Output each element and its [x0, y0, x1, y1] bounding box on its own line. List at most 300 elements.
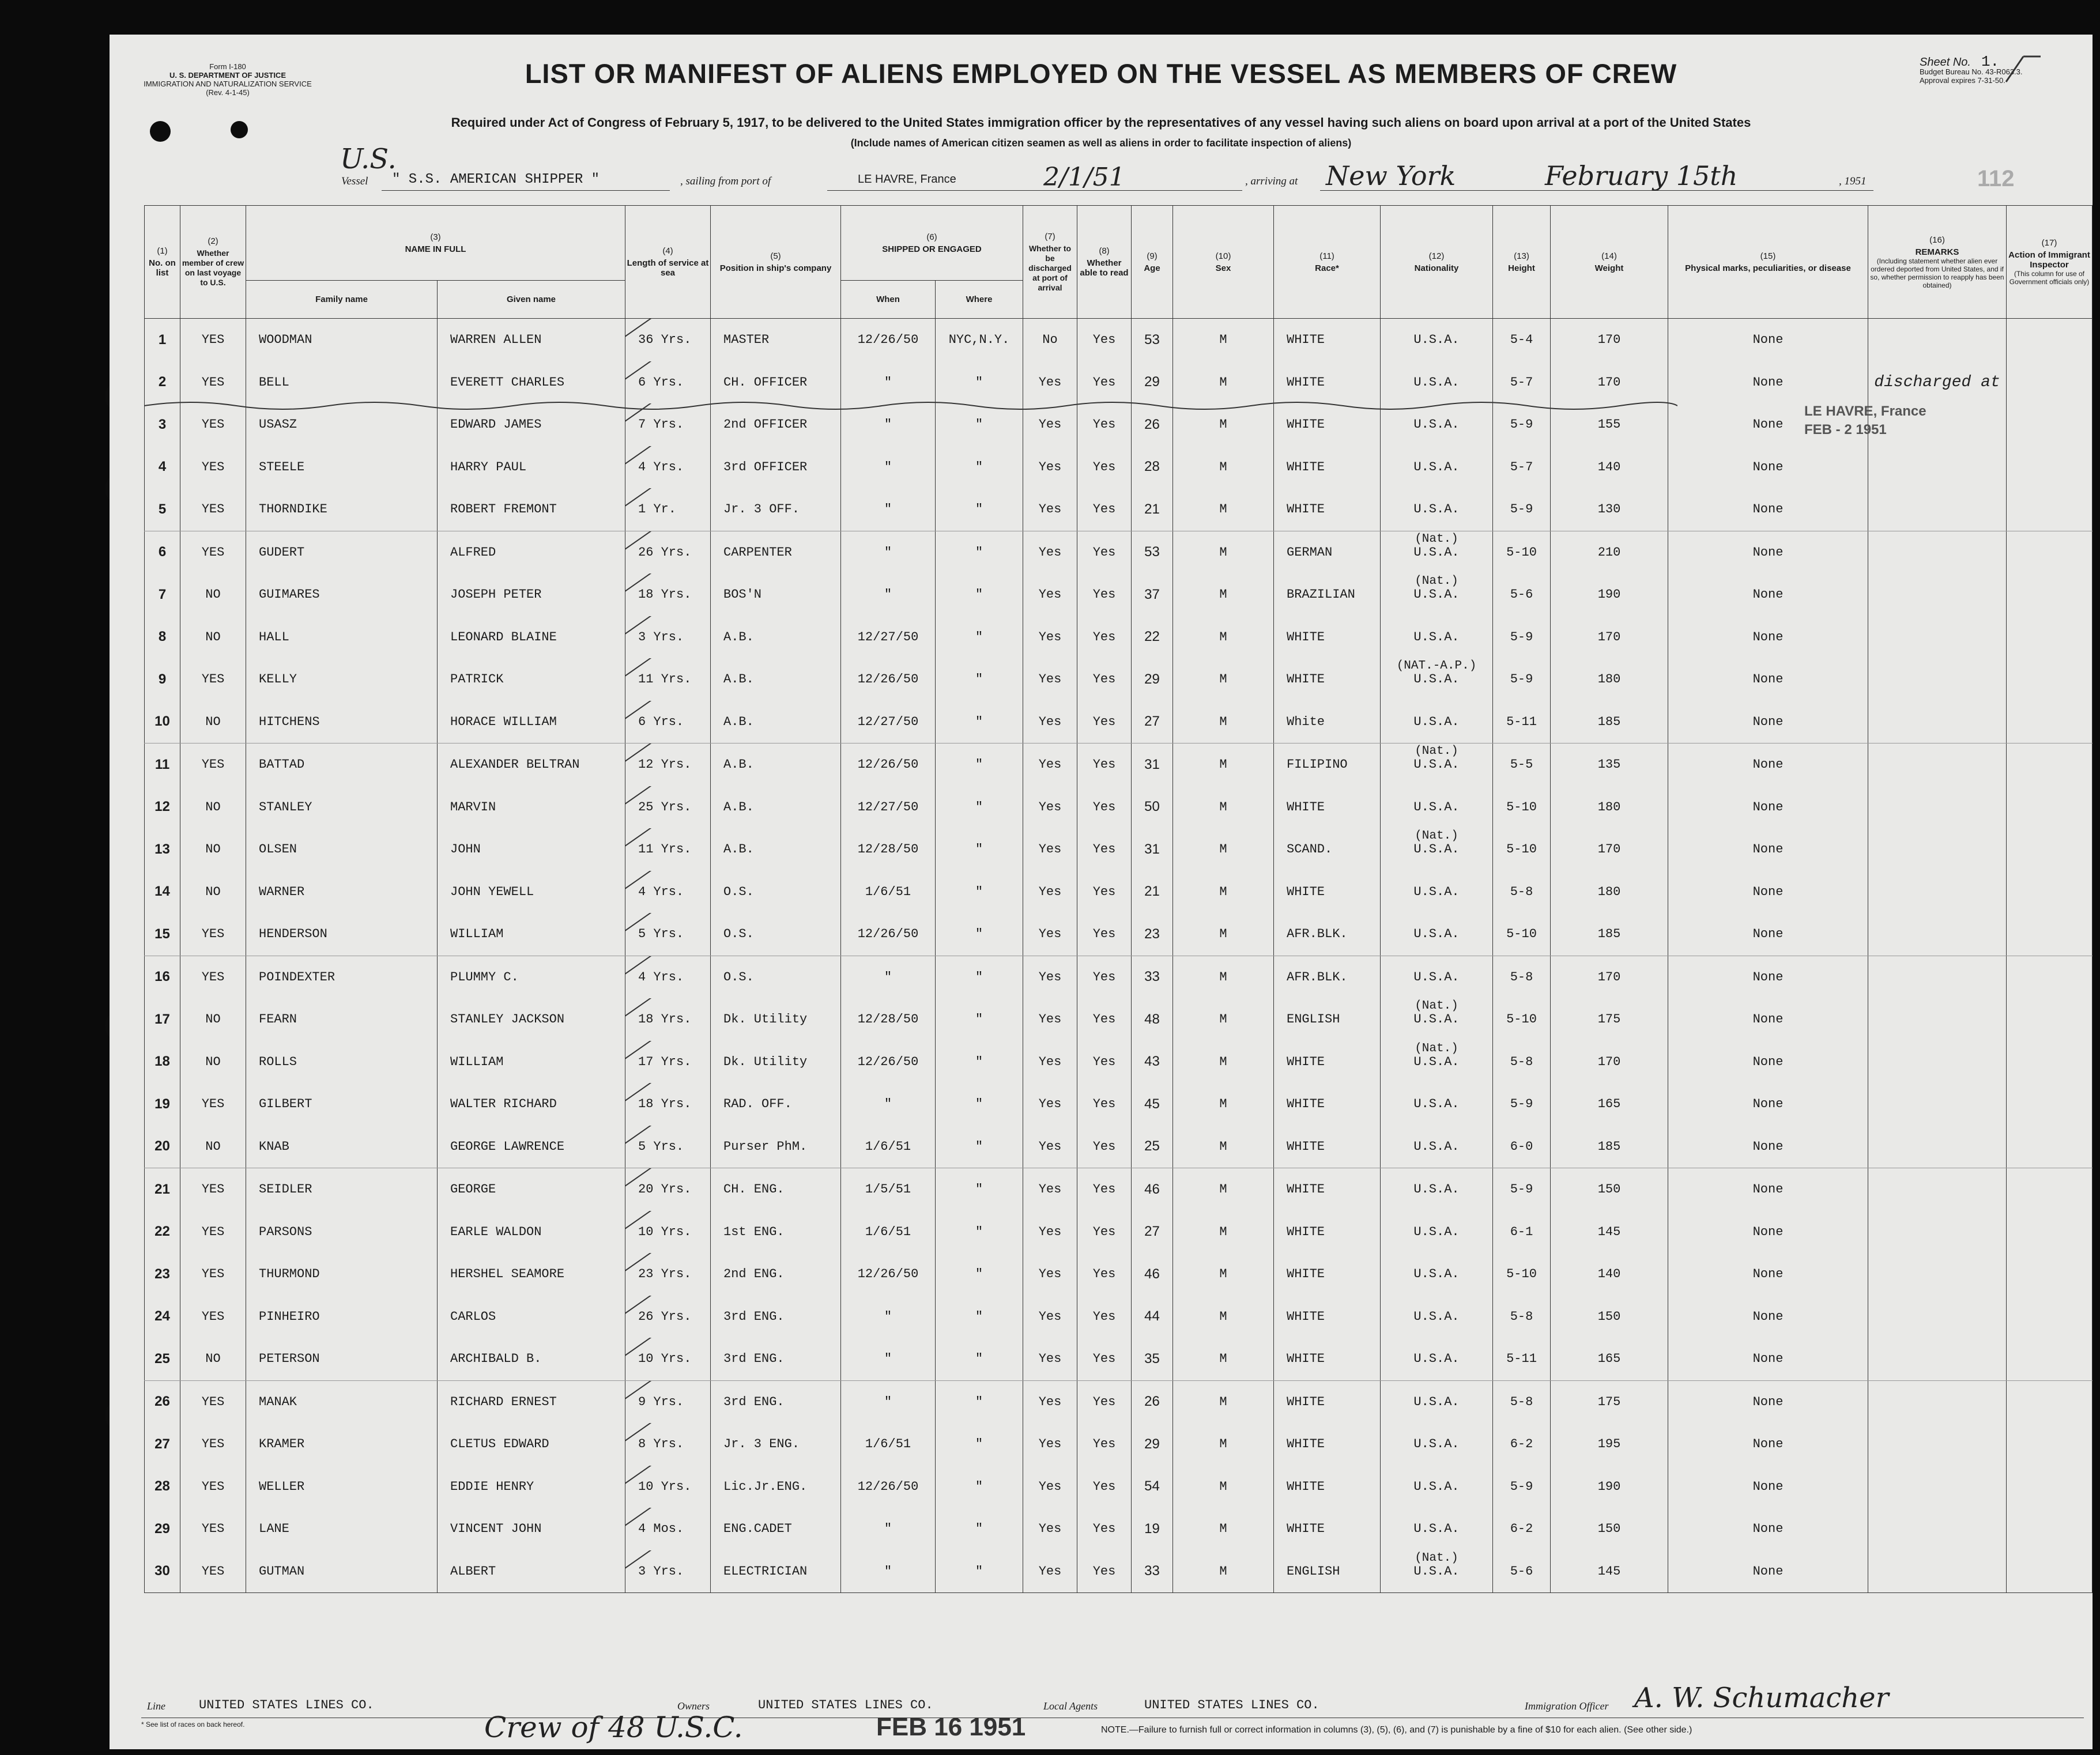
weight-cell: 185 [1551, 913, 1668, 956]
age-cell: 46 [1132, 1168, 1173, 1211]
last-voyage-cell: YES [180, 1380, 246, 1423]
requirement-text: Required under Act of Congress of February 5, 1917, to be delivered to the United States immigration officer by the representatives of any vessel having such aliens on board upon arrival at a port of the United States [451, 115, 1751, 130]
age-cell: 35 [1132, 1338, 1173, 1380]
position-cell: 1st ENG. [711, 1211, 841, 1254]
remarks-cell [1868, 446, 2007, 489]
shipped-when-cell: 12/26/50 [841, 1041, 936, 1084]
sheet-check-mark [2000, 52, 2046, 86]
inspector-action-cell [2007, 1168, 2093, 1211]
last-voyage-cell: YES [180, 1296, 246, 1338]
discharged-cell: Yes [1023, 1550, 1077, 1593]
nationality-cell [1381, 361, 1493, 404]
tally-slash-mark [625, 786, 653, 805]
given-name-cell: EVERETT CHARLES [438, 361, 625, 404]
physical-marks-cell: None [1668, 1423, 1868, 1466]
service-length-cell: 12 Yrs. [625, 743, 711, 786]
naturalized-note: (NAT.-A.P.) [1396, 659, 1477, 673]
can-read-cell: Yes [1077, 1253, 1132, 1296]
nationality-value: U.S.A. [1413, 884, 1460, 899]
age-cell: 21 [1132, 871, 1173, 914]
physical-marks-cell: None [1668, 1296, 1868, 1338]
shipped-when-cell: " [841, 361, 936, 404]
shipped-when-cell: " [841, 956, 936, 998]
table-row [145, 1211, 2093, 1254]
can-read-cell: Yes [1077, 1296, 1132, 1338]
height-cell: 5-6 [1493, 1550, 1551, 1593]
family-name-cell: GUTMAN [246, 1550, 438, 1593]
family-name-cell: WOODMAN [246, 319, 438, 361]
position-cell: A.B. [711, 616, 841, 659]
given-name-cell: ARCHIBALD B. [438, 1338, 625, 1380]
tally-slash-mark [625, 1466, 653, 1485]
inspector-action-cell [2007, 871, 2093, 914]
table-row [145, 573, 2093, 616]
given-name-cell: HARRY PAUL [438, 446, 625, 489]
last-voyage-cell: YES [180, 1211, 246, 1254]
remarks-cell [1868, 1296, 2007, 1338]
service-length-cell: 11 Yrs. [625, 658, 711, 701]
inspector-action-cell [2007, 1253, 2093, 1296]
last-voyage-cell: YES [180, 956, 246, 998]
last-voyage-cell: YES [180, 1508, 246, 1550]
nationality-cell [1381, 658, 1493, 701]
shipped-where-cell: " [936, 403, 1023, 446]
shipped-where-cell: " [936, 1211, 1023, 1254]
inspector-action-cell [2007, 1126, 2093, 1168]
col-5-header: (5) Position in ship's company [711, 206, 841, 319]
last-voyage-cell: YES [180, 1466, 246, 1508]
service-length-cell: 4 Yrs. [625, 871, 711, 914]
budget-bureau-line: Budget Bureau No. 43-R063.3. [1920, 67, 2023, 76]
weight-cell: 140 [1551, 1253, 1668, 1296]
shipped-where-cell: " [936, 1126, 1023, 1168]
can-read-cell: Yes [1077, 913, 1132, 956]
footer-agents-line [141, 1682, 2084, 1718]
table-row [145, 1253, 2093, 1296]
physical-marks-cell: None [1668, 1338, 1868, 1380]
naturalized-note: (Nat.) [1415, 745, 1458, 758]
race-cell: AFR.BLK. [1274, 913, 1381, 956]
col-1-header: (1) No. on list [145, 206, 180, 319]
physical-marks-cell: None [1668, 701, 1868, 743]
discharged-cell: Yes [1023, 488, 1077, 531]
inspector-action-cell [2007, 786, 2093, 829]
position-cell: 3rd ENG. [711, 1380, 841, 1423]
shipped-when-cell: 12/26/50 [841, 743, 936, 786]
nationality-cell [1381, 828, 1493, 871]
family-name-cell: OLSEN [246, 828, 438, 871]
position-cell: Jr. 3 ENG. [711, 1423, 841, 1466]
height-cell: 6-2 [1493, 1508, 1551, 1550]
inspector-action-cell [2007, 361, 2093, 404]
sex-cell: M [1173, 1423, 1274, 1466]
age-cell: 26 [1132, 403, 1173, 446]
department-name: U. S. DEPARTMENT OF JUSTICE [169, 71, 286, 80]
position-cell: Dk. Utility [711, 1041, 841, 1084]
remarks-cell [1868, 1041, 2007, 1084]
sex-cell: M [1173, 828, 1274, 871]
given-name-cell: PLUMMY C. [438, 956, 625, 998]
physical-marks-cell: None [1668, 786, 1868, 829]
shipped-where-cell: " [936, 1380, 1023, 1423]
family-name-cell: KNAB [246, 1126, 438, 1168]
sheet-label: Sheet No. [1920, 56, 1971, 69]
row-number: 13 [145, 828, 180, 871]
family-name-cell: ROLLS [246, 1041, 438, 1084]
weight-cell: 195 [1551, 1423, 1668, 1466]
physical-marks-cell: None [1668, 871, 1868, 914]
service-name: IMMIGRATION AND NATURALIZATION SERVICE [144, 80, 312, 88]
sex-cell: M [1173, 786, 1274, 829]
height-cell: 5-8 [1493, 1296, 1551, 1338]
sex-cell: M [1173, 913, 1274, 956]
discharged-cell: Yes [1023, 531, 1077, 573]
nationality-value: U.S.A. [1413, 1054, 1460, 1069]
height-cell: 5-8 [1493, 1380, 1551, 1423]
physical-marks-cell: None [1668, 531, 1868, 573]
given-name-cell: EDWARD JAMES [438, 403, 625, 446]
family-name-cell: THURMOND [246, 1253, 438, 1296]
row-number: 3 [145, 403, 180, 446]
age-cell: 25 [1132, 1126, 1173, 1168]
weight-cell: 190 [1551, 573, 1668, 616]
remarks-cell [1868, 1168, 2007, 1211]
weight-cell: 145 [1551, 1550, 1668, 1593]
race-cell: WHITE [1274, 403, 1381, 446]
age-cell: 28 [1132, 446, 1173, 489]
shipped-when-cell: " [841, 1296, 936, 1338]
line-value: UNITED STATES LINES CO. [199, 1698, 374, 1712]
table-row [145, 998, 2093, 1041]
col-13-header: (13) Height [1493, 206, 1551, 319]
row-number: 19 [145, 1083, 180, 1126]
tally-slash-mark [625, 1550, 653, 1569]
can-read-cell: Yes [1077, 828, 1132, 871]
weight-cell: 170 [1551, 828, 1668, 871]
nationality-cell [1381, 1338, 1493, 1380]
height-cell: 6-0 [1493, 1126, 1551, 1168]
shipped-where-cell: " [936, 828, 1023, 871]
given-name-cell: ALEXANDER BELTRAN [438, 743, 625, 786]
tally-slash-mark [625, 956, 653, 975]
position-cell: O.S. [711, 956, 841, 998]
shipped-where-cell: " [936, 531, 1023, 573]
row-number: 12 [145, 786, 180, 829]
inspector-action-cell [2007, 446, 2093, 489]
col-9-header: (9) Age [1132, 206, 1173, 319]
inspector-action-cell [2007, 1211, 2093, 1254]
given-name-cell: ALFRED [438, 531, 625, 573]
remarks-cell [1868, 701, 2007, 743]
remarks-cell [1868, 488, 2007, 531]
nationality-value: U.S.A. [1413, 1224, 1460, 1239]
last-voyage-cell: YES [180, 488, 246, 531]
inspector-action-cell [2007, 743, 2093, 786]
col-6-header: (6) SHIPPED OR ENGAGED [841, 206, 1023, 281]
race-cell: BRAZILIAN [1274, 573, 1381, 616]
race-cell: WHITE [1274, 319, 1381, 361]
race-cell: AFR.BLK. [1274, 956, 1381, 998]
row-number: 14 [145, 871, 180, 914]
sex-cell: M [1173, 531, 1274, 573]
can-read-cell: Yes [1077, 743, 1132, 786]
table-row [145, 1423, 2093, 1466]
race-cell: WHITE [1274, 361, 1381, 404]
inspector-action-cell [2007, 531, 2093, 573]
discharged-cell: Yes [1023, 658, 1077, 701]
age-cell: 46 [1132, 1253, 1173, 1296]
family-name-cell: THORNDIKE [246, 488, 438, 531]
service-length-cell: 10 Yrs. [625, 1211, 711, 1254]
sex-cell: M [1173, 319, 1274, 361]
nationality-cell [1381, 319, 1493, 361]
vessel-label: Vessel [341, 175, 368, 187]
sex-cell: M [1173, 1083, 1274, 1126]
row-number: 7 [145, 573, 180, 616]
age-cell: 29 [1132, 1423, 1173, 1466]
tally-slash-mark [625, 616, 653, 635]
nationality-value: U.S.A. [1413, 1182, 1460, 1197]
given-name-cell: EARLE WALDON [438, 1211, 625, 1254]
physical-marks-cell: None [1668, 1253, 1868, 1296]
sex-cell: M [1173, 658, 1274, 701]
nationality-cell [1381, 956, 1493, 998]
height-cell: 6-1 [1493, 1211, 1551, 1254]
nationality-cell [1381, 701, 1493, 743]
discharged-cell: Yes [1023, 786, 1077, 829]
handwritten-us: U.S. [340, 143, 397, 175]
given-name-cell: ROBERT FREMONT [438, 488, 625, 531]
given-name-cell: VINCENT JOHN [438, 1508, 625, 1550]
weight-cell: 185 [1551, 1126, 1668, 1168]
form-number: Form I-180 [209, 62, 246, 71]
include-note: (Include names of American citizen seamen as well as aliens in order to facilitate inspection of aliens) [850, 137, 1352, 149]
given-name-cell: MARVIN [438, 786, 625, 829]
nationality-cell [1381, 786, 1493, 829]
tally-slash-mark [625, 1126, 653, 1145]
sex-cell: M [1173, 1466, 1274, 1508]
family-name-cell: USASZ [246, 403, 438, 446]
race-cell: WHITE [1274, 446, 1381, 489]
vessel-name: " S.S. AMERICAN SHIPPER " [392, 172, 600, 187]
can-read-cell: Yes [1077, 1126, 1132, 1168]
height-cell: 5-11 [1493, 701, 1551, 743]
weight-cell: 185 [1551, 701, 1668, 743]
service-length-cell: 1 Yr. [625, 488, 711, 531]
nationality-value: U.S.A. [1413, 714, 1460, 729]
nationality-value: U.S.A. [1413, 757, 1460, 772]
row-number: 26 [145, 1380, 180, 1423]
last-voyage-cell: NO [180, 701, 246, 743]
remarks-cell [1868, 1550, 2007, 1593]
age-cell: 50 [1132, 786, 1173, 829]
shipped-where-cell: NYC,N.Y. [936, 319, 1023, 361]
row-number: 18 [145, 1041, 180, 1084]
nationality-value: U.S.A. [1413, 672, 1460, 687]
family-name-cell: POINDEXTER [246, 956, 438, 998]
nationality-value: U.S.A. [1413, 545, 1460, 560]
family-name-cell: LANE [246, 1508, 438, 1550]
age-cell: 43 [1132, 1041, 1173, 1084]
shipped-when-cell: 12/27/50 [841, 701, 936, 743]
physical-marks-cell: None [1668, 1380, 1868, 1423]
given-name-cell: WALTER RICHARD [438, 1083, 625, 1126]
given-name-cell: LEONARD BLAINE [438, 616, 625, 659]
sailing-label: , sailing from port of [680, 175, 771, 187]
weight-cell: 180 [1551, 786, 1668, 829]
naturalized-note: (Nat.) [1415, 829, 1458, 843]
nationality-cell [1381, 913, 1493, 956]
shipped-when-cell: 1/5/51 [841, 1168, 936, 1211]
sex-cell: M [1173, 446, 1274, 489]
inspector-action-cell [2007, 658, 2093, 701]
weight-cell: 210 [1551, 531, 1668, 573]
shipped-when-cell: " [841, 1380, 936, 1423]
service-length-cell: 23 Yrs. [625, 1253, 711, 1296]
table-row [145, 616, 2093, 659]
height-cell: 5-11 [1493, 1338, 1551, 1380]
table-row [145, 658, 2093, 701]
discharged-cell: Yes [1023, 446, 1077, 489]
weight-cell: 170 [1551, 616, 1668, 659]
row-number: 21 [145, 1168, 180, 1211]
family-name-header: Family name [246, 281, 438, 319]
sex-cell: M [1173, 1041, 1274, 1084]
physical-marks-cell: None [1668, 828, 1868, 871]
col-11-header: (11) Race* [1274, 206, 1381, 319]
physical-marks-cell: None [1668, 1508, 1868, 1550]
discharged-cell: Yes [1023, 1041, 1077, 1084]
age-cell: 54 [1132, 1466, 1173, 1508]
service-length-cell: 20 Yrs. [625, 1168, 711, 1211]
tally-slash-mark [625, 1168, 653, 1188]
shipped-where-cell: " [936, 913, 1023, 956]
weight-cell: 145 [1551, 1211, 1668, 1254]
age-cell: 23 [1132, 913, 1173, 956]
row-number: 9 [145, 658, 180, 701]
shipped-when-cell: 12/28/50 [841, 998, 936, 1041]
last-voyage-cell: NO [180, 998, 246, 1041]
race-cell: WHITE [1274, 1211, 1381, 1254]
shipped-when-cell: 12/27/50 [841, 786, 936, 829]
height-cell: 5-7 [1493, 446, 1551, 489]
inspector-action-cell [2007, 956, 2093, 998]
service-length-cell: 4 Mos. [625, 1508, 711, 1550]
sex-cell: M [1173, 1168, 1274, 1211]
position-cell: 2nd ENG. [711, 1253, 841, 1296]
age-cell: 26 [1132, 1380, 1173, 1423]
weight-cell: 150 [1551, 1296, 1668, 1338]
nationality-value: U.S.A. [1413, 1522, 1460, 1537]
table-row [145, 1083, 2093, 1126]
weight-cell: 165 [1551, 1083, 1668, 1126]
table-row [145, 743, 2093, 786]
service-length-cell: 26 Yrs. [625, 531, 711, 573]
position-cell: A.B. [711, 701, 841, 743]
position-cell: MASTER [711, 319, 841, 361]
table-row [145, 1338, 2093, 1380]
row-number: 15 [145, 913, 180, 956]
given-name-cell: GEORGE [438, 1168, 625, 1211]
discharged-cell: Yes [1023, 1126, 1077, 1168]
nationality-value: U.S.A. [1413, 1479, 1460, 1494]
height-cell: 5-9 [1493, 1083, 1551, 1126]
vessel-underline [382, 190, 670, 191]
shipped-when-cell: 12/26/50 [841, 1466, 936, 1508]
tally-slash-mark [625, 1508, 653, 1527]
family-name-cell: WELLER [246, 1466, 438, 1508]
family-name-cell: SEIDLER [246, 1168, 438, 1211]
age-cell: 27 [1132, 1211, 1173, 1254]
remarks-cell [1868, 1126, 2007, 1168]
discharged-cell: No [1023, 319, 1077, 361]
tally-slash-mark [625, 1253, 653, 1272]
can-read-cell: Yes [1077, 531, 1132, 573]
nationality-value: U.S.A. [1413, 799, 1460, 814]
can-read-cell: Yes [1077, 319, 1132, 361]
discharged-cell: Yes [1023, 1253, 1077, 1296]
can-read-cell: Yes [1077, 786, 1132, 829]
tally-slash-mark [625, 488, 653, 507]
sex-cell: M [1173, 1338, 1274, 1380]
naturalized-note: (Nat.) [1415, 1041, 1458, 1055]
service-length-cell: 9 Yrs. [625, 1380, 711, 1423]
given-name-cell: STANLEY JACKSON [438, 998, 625, 1041]
physical-marks-cell: None [1668, 1211, 1868, 1254]
weight-cell: 175 [1551, 998, 1668, 1041]
physical-marks-cell: None [1668, 658, 1868, 701]
inspector-action-cell [2007, 1296, 2093, 1338]
shipped-where-cell: " [936, 361, 1023, 404]
age-cell: 19 [1132, 1508, 1173, 1550]
col-3-header: (3) NAME IN FULL [246, 206, 625, 281]
shipped-where-cell: " [936, 1423, 1023, 1466]
naturalized-note: (Nat.) [1415, 1551, 1458, 1565]
row-number: 16 [145, 956, 180, 998]
service-length-cell: 17 Yrs. [625, 1041, 711, 1084]
discharged-cell: Yes [1023, 1466, 1077, 1508]
discharged-cell: Yes [1023, 403, 1077, 446]
service-length-cell: 6 Yrs. [625, 361, 711, 404]
nationality-cell [1381, 1296, 1493, 1338]
row-number: 30 [145, 1550, 180, 1593]
sailing-port: LE HAVRE, France [858, 173, 956, 186]
can-read-cell: Yes [1077, 1041, 1132, 1084]
tally-slash-mark [625, 531, 653, 550]
inspector-action-cell [2007, 488, 2093, 531]
shipped-when-cell: " [841, 1508, 936, 1550]
col-17-header: (17) Action of Immigrant Inspector (This column for use of Government officials only) [2007, 206, 2093, 319]
agents-label: Local Agents [1043, 1700, 1098, 1712]
age-cell: 37 [1132, 573, 1173, 616]
nationality-value: U.S.A. [1413, 1352, 1460, 1367]
race-cell: WHITE [1274, 1083, 1381, 1126]
height-cell: 5-10 [1493, 913, 1551, 956]
position-cell: Dk. Utility [711, 998, 841, 1041]
shipped-where-cell: " [936, 871, 1023, 914]
race-cell: WHITE [1274, 1508, 1381, 1550]
physical-marks-cell: None [1668, 998, 1868, 1041]
nationality-cell [1381, 1253, 1493, 1296]
nationality-value: U.S.A. [1413, 502, 1460, 517]
shipped-when-cell: 12/26/50 [841, 658, 936, 701]
remarks-cell [1868, 616, 2007, 659]
remarks-cell [1868, 319, 2007, 361]
height-cell: 5-9 [1493, 616, 1551, 659]
crew-manifest-table [144, 205, 2093, 1593]
discharged-cell: Yes [1023, 1338, 1077, 1380]
can-read-cell: Yes [1077, 701, 1132, 743]
